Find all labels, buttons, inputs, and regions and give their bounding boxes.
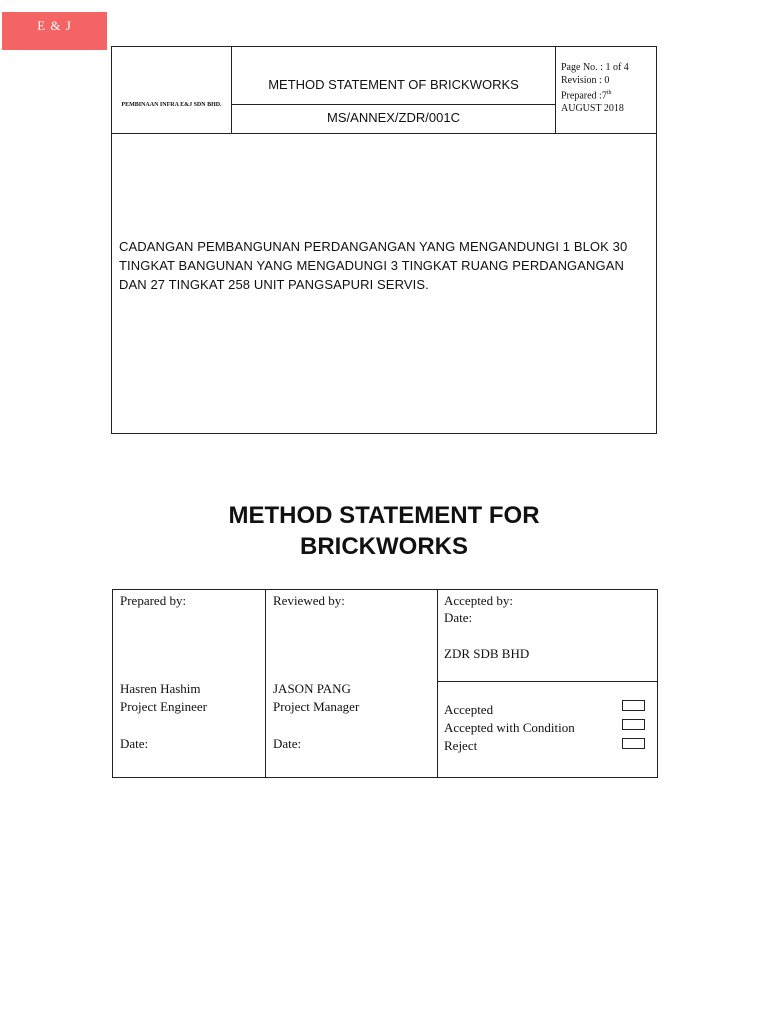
prepared-by-cell (113, 590, 266, 777)
accepted-by-date-label: Date: (444, 610, 473, 625)
prepared-by-role: Project Engineer (120, 699, 207, 714)
option-accepted-with-condition-checkbox[interactable] (622, 719, 645, 730)
document-header (111, 46, 657, 434)
revision: Revision : 0 (561, 75, 610, 86)
header-row (112, 47, 656, 134)
accepted-by-top (438, 590, 657, 682)
prepared-by-name: Hasren Hashim (120, 681, 201, 696)
option-accepted-checkbox[interactable] (622, 700, 645, 711)
reviewed-by-cell (266, 590, 438, 777)
accepting-company: ZDR SDB BHD (444, 646, 530, 661)
main-title (0, 500, 768, 562)
reviewed-by-role: Project Manager (273, 699, 360, 714)
document-code: MS/ANNEX/ZDR/001C (327, 110, 460, 125)
accepted-by-label: Accepted by: (444, 593, 513, 608)
reviewed-by-label: Reviewed by: (273, 593, 345, 608)
company-logo (2, 12, 107, 50)
option-reject-label: Reject (444, 738, 478, 753)
option-accepted-with-condition-label: Accepted with Condition (444, 720, 575, 735)
option-accepted-label: Accepted (444, 702, 494, 717)
prepared-date: Prepared :7th (561, 90, 612, 102)
logo-text: E & J (37, 18, 72, 33)
main-title-line1: METHOD STATEMENT FOR (228, 502, 540, 529)
page-number: Page No. : 1 of 4 (561, 62, 629, 73)
document-title: METHOD STATEMENT OF BRICKWORKS (232, 47, 555, 105)
company-name: PEMBINAAN INFRA E&J SDN BHD. (112, 47, 232, 133)
signoff-table (112, 589, 658, 778)
reviewed-by-name: JASON PANG (273, 681, 351, 696)
option-reject-checkbox[interactable] (622, 738, 645, 749)
prepared-by-label: Prepared by: (120, 593, 187, 608)
document-meta (555, 47, 657, 133)
reviewed-by-date-label: Date: (273, 736, 302, 751)
project-description: CADANGAN PEMBANGUNAN PERDANGANGAN YANG MENGANDUNGI 1 BLOK 30 TINGKAT BANGUNAN YANG MENGADUNGI 3 TINGKAT RUANG PERDANGANGAN DAN 27 TINGKAT 258 UNIT PANGSAPURI SERVIS. (119, 239, 628, 292)
prepared-by-date-label: Date: (120, 736, 149, 751)
accepted-by-cell (438, 590, 657, 777)
prepared-month-year: AUGUST 2018 (561, 103, 624, 115)
main-title-line2: BRICKWORKS (300, 533, 468, 560)
acceptance-options (438, 682, 657, 777)
